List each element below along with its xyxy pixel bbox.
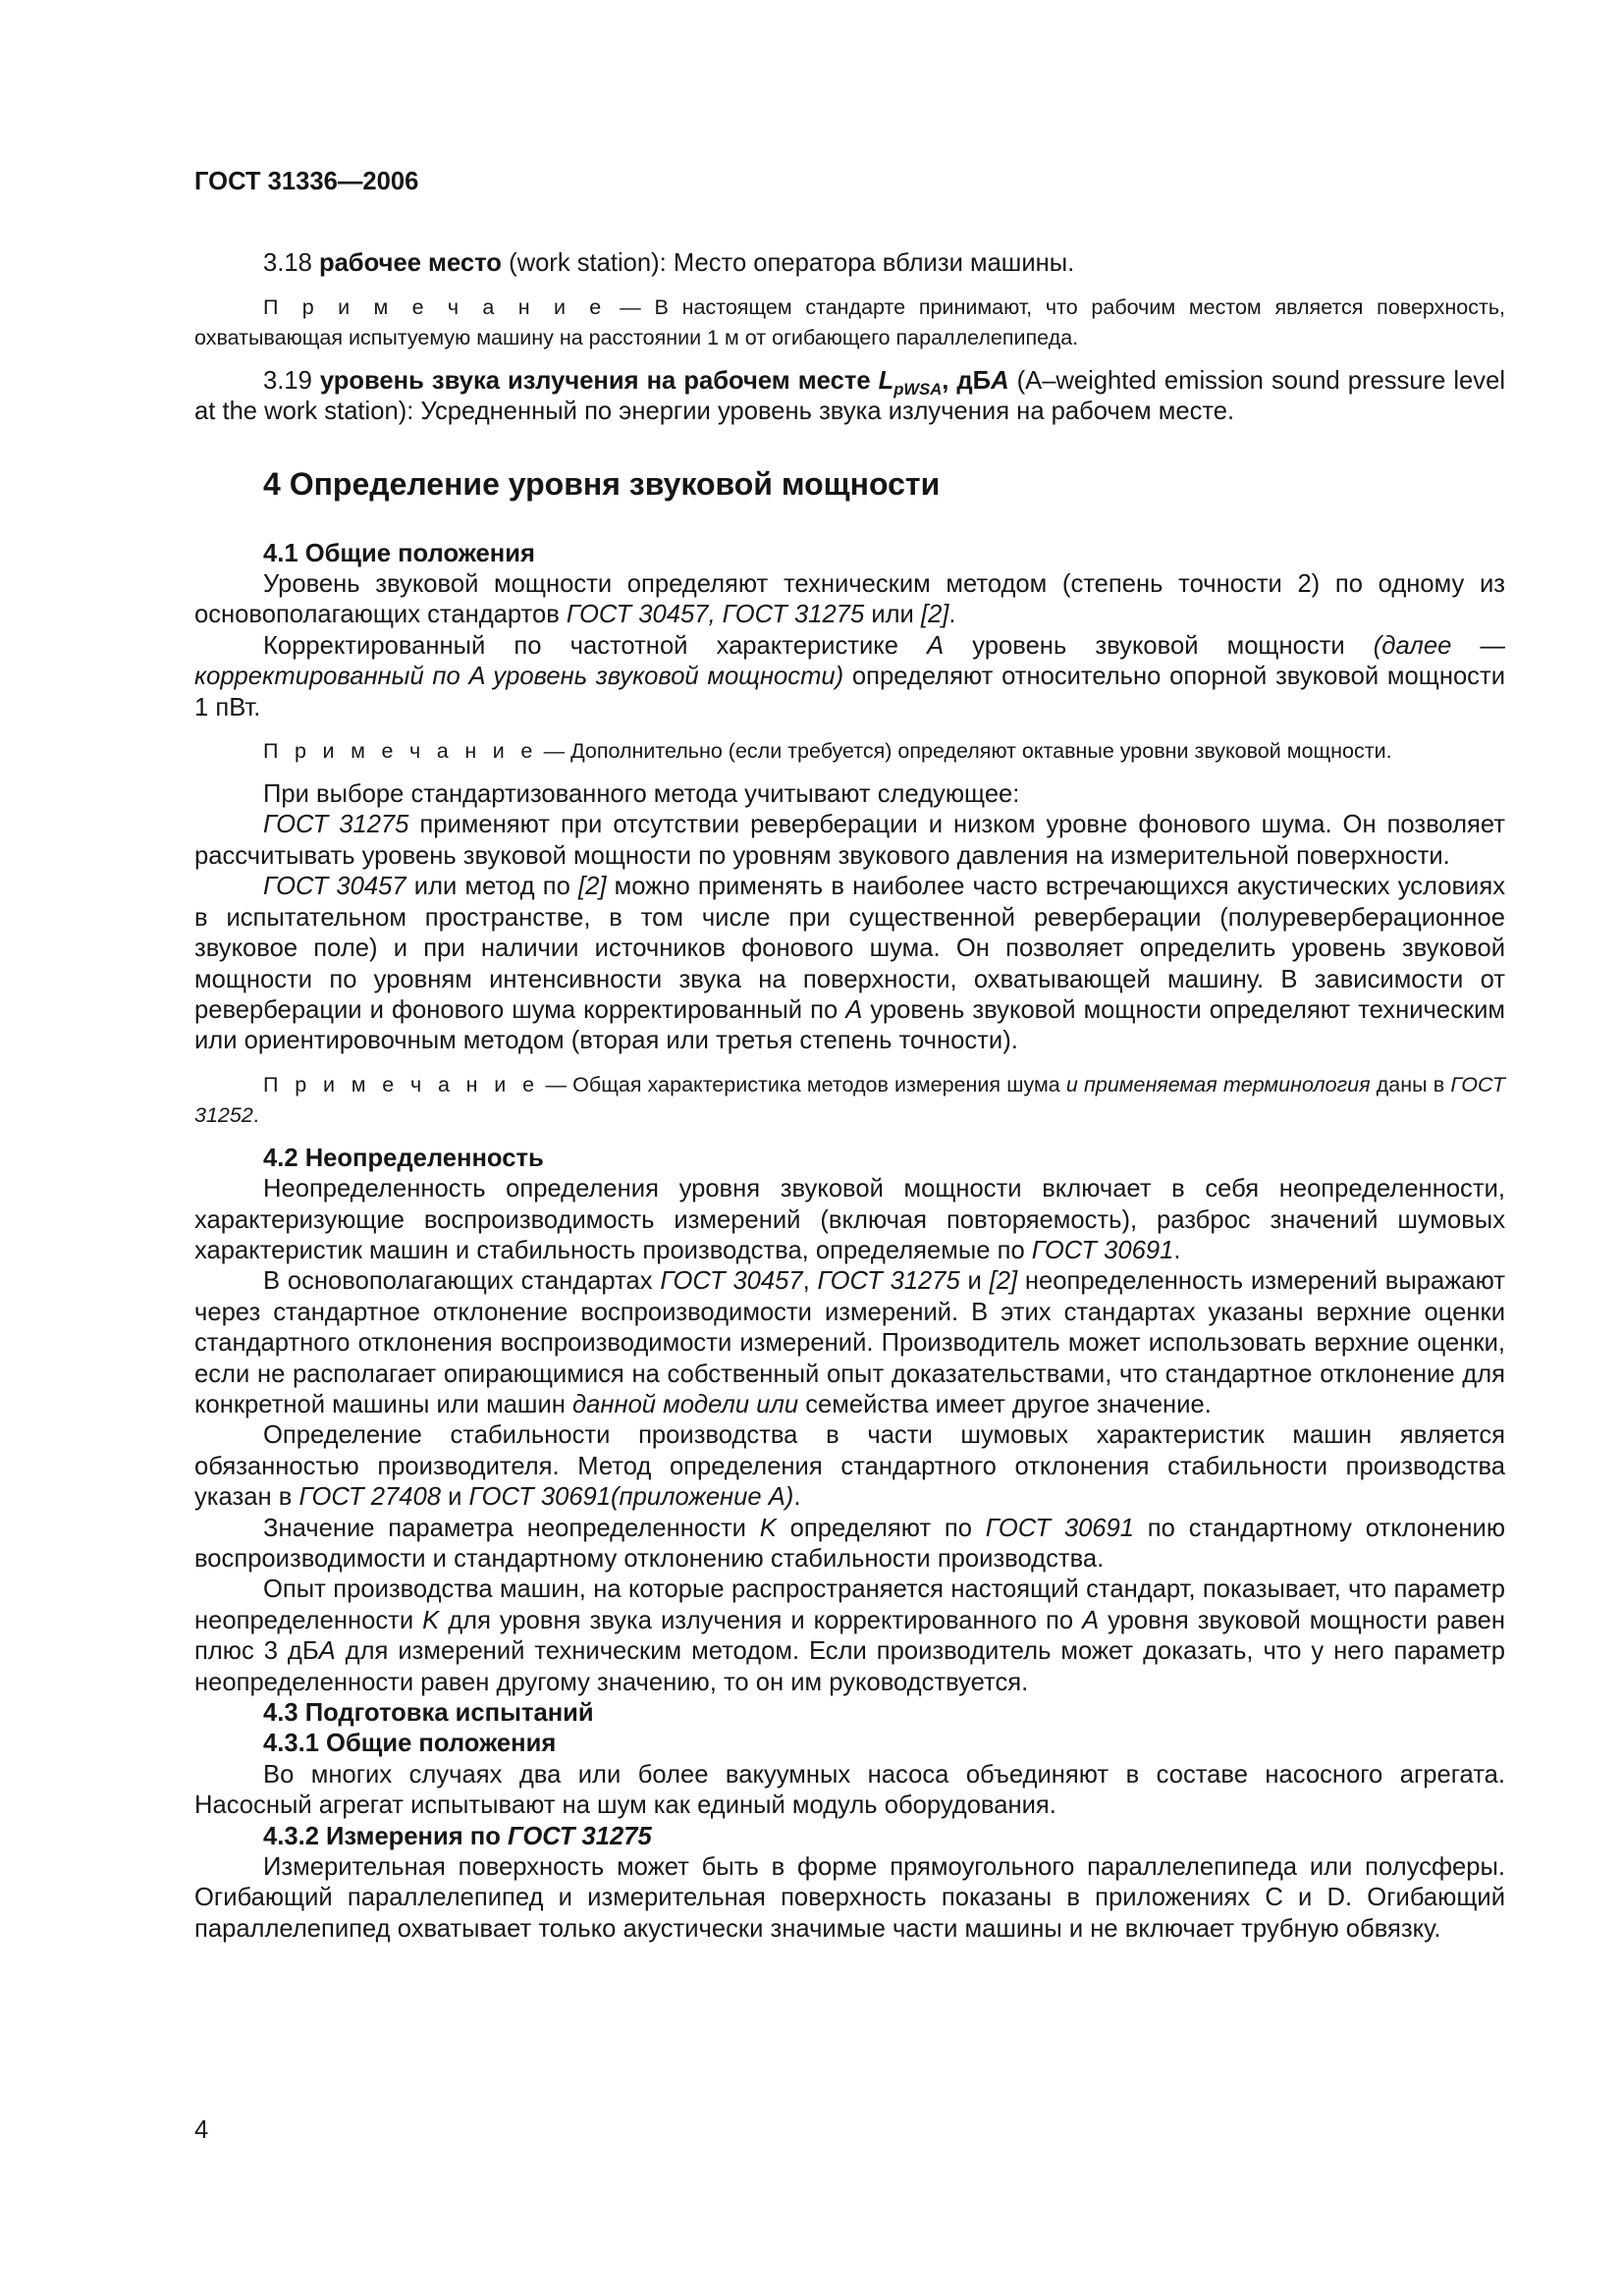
note-octave-levels: П р и м е ч а н и е — Дополнительно (если требуется) определяют октавные уровни звуковой мощности. [263,739,1392,764]
term-work-station: рабочее место [318,249,502,278]
heading-4-1: 4.1 Общие положения [263,539,535,567]
para-4-3-1: Во многих случаях два или более вакуумных насоса объединяют в составе насосного агрегата. Насосный агрегат испытывают на шум как единый модуль оборудования. [194,1760,1505,1820]
para-gost-31275: ГОСТ 31275 применяют при отсутствии реверберации и низком уровне фонового шума. Он позволяет рассчитывать уровень звуковой мощности по уровням звукового давления на измерительной поверхности. [194,811,1505,870]
symbol-lpwsa: $L_{pWSA}$ [878,366,943,399]
para-4-1-1: Уровень звуковой мощности определяют техническим методом (степень точности 2) по одному из основополагающих стандартов ГОСТ 30457, ГОСТ 31275 или [2]. [194,570,1505,629]
heading-4-3-1: 4.3.1 Общие положения [263,1730,557,1758]
para-4-2-4: Значение параметра неопределенности K определяют по ГОСТ 30691 по стандартному отклонению воспроизводимости и стандартному отклонению стабильности производства. [194,1514,1506,1573]
note-terminology: П р и м е ч а н и е — Общая характеристика методов измерения шума и применяемая терминология даны в ГОСТ 31252. [194,1072,1505,1127]
heading-4-2: 4.2 Неопределенность [263,1144,544,1172]
para-4-2-5: Опыт производства машин, на которые распространяется настоящий стандарт, показывает, что параметр неопределенности K для уровня звука излучения и корректированного по A уровня звуковой мощности равен плюс 3 дБA для измерений техническим методом. Если производитель может доказать, что у него параметр неопределенности равен другому значению, то он им руководствуется. [194,1575,1505,1696]
unit-dba: дБA [956,366,1009,395]
note-work-station: П р и м е ч а н и е — В настоящем стандарте принимают, что рабочим местом является поверхность, охватывающая испытуемую машину на расстоянии 1 м от огибающего параллелепипеда. [194,294,1505,349]
para-4-1-2: Корректированный по частотной характеристике A уровень звуковой мощности (далее — корректированный по A уровень звуковой мощности) определяют относительно опорной звуковой мощности 1 пВт. [194,631,1505,721]
para-4-2-1: Неопределенность определения уровня звуковой мощности включает в себя неопределенности, характеризующие воспроизводимость измерений (включая повторяемость), разброс значений шумовых характеристик машин и стабильность производства, определяемые по ГОСТ 30691. [194,1175,1505,1264]
note-label: П р и м е ч а н и е [263,739,538,764]
heading-4-3-2: 4.3.2 Измерения по ГОСТ 31275 [263,1822,652,1850]
para-4-2-3: Определение стабильности производства в части шумовых характеристик машин является обязанностью производителя. Метод определения стандартного отклонения стабильности производства указан в ГОСТ 27408 и ГОСТ 30691(приложение A). [194,1421,1505,1512]
para-4-2-2: В основополагающих стандартах ГОСТ 30457, ГОСТ 31275 и [2] неопределенность измерений выражают через стандартное отклонение воспроизводимости измерений. В этих стандартах указаны верхние оценки стандартного отклонения воспроизводимости измерений. Производитель может использовать верхние оценки, если не располагает опирающимися на собственный опыт доказательствами, что стандартное отклонение для конкретной машины или машин данной модели или семейства имеет другое значение. [194,1267,1505,1418]
section-4-title: 4 Определение уровня звуковой мощности [263,465,941,502]
para-method-intro: При выборе стандартизованного метода учитывают следующее: [263,780,1020,809]
clause-3-19: 3.19 уровень звука излучения на рабочем месте $L_{pWSA}$, дБA (A–weighted emission sound pressure level at the work station): Усредненный по энергии уровень звука излучения на рабочем месте. [194,366,1506,426]
term-emission-level: уровень звука излучения на рабочем месте [319,366,879,395]
heading-4-3: 4.3 Подготовка испытаний [263,1699,594,1728]
page-number: 4 [194,2116,209,2144]
document-header: ГОСТ 31336—2006 [194,168,419,195]
para-4-3-2: Измерительная поверхность может быть в форме прямоугольного параллелепипеда или полусферы. Огибающий параллелепипед и измерительная поверхность показаны в приложениях C и D. Огибающий параллелепипед охватывает только акустически значимые части машины и не включает трубную обвязку. [194,1853,1505,1943]
note-label: П р и м е ч а н и е [263,294,607,319]
note-label: П р и м е ч а н и е [263,1072,540,1096]
clause-3-18: 3.18 рабочее место (work station): Место оператора вблизи машины. [263,249,1075,278]
para-gost-30457: ГОСТ 30457 или метод по [2] можно применять в наиболее часто встречающихся акустических условиях в испытательном пространстве, в том числе при существенной реверберации (полуреверберационное звуковое поле) и при наличии источников фонового шума. Он позволяет определить уровень звуковой мощности по уровням интенсивности звука на поверхности, охватывающей машину. В зависимости от реверберации и фонового шума корректированный по A уровень звуковой мощности определяют техническим или ориентировочным методом (вторая или третья степень точности). [194,873,1506,1055]
